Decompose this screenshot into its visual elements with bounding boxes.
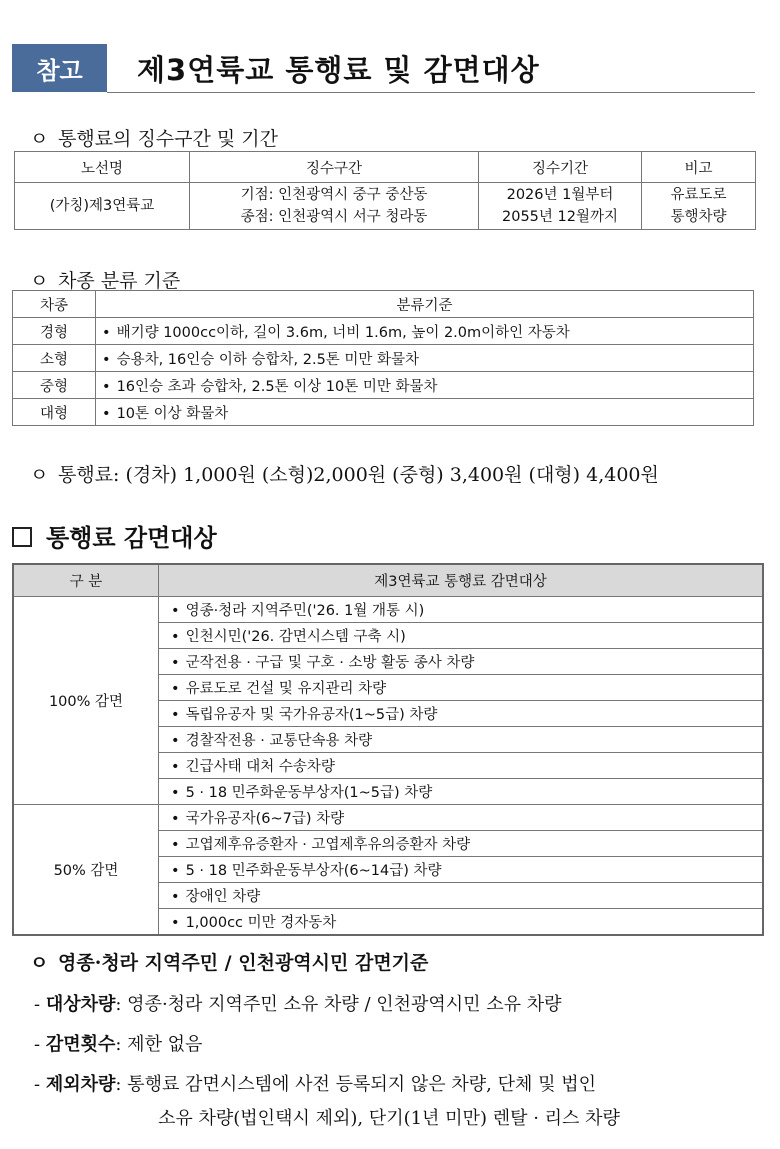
table-header-row [13,291,754,318]
note-line: 통행차량 [670,209,727,225]
column-header: 차종 [13,291,96,318]
discount-item [159,883,764,909]
section-title: 차종 분류 기준 [58,270,181,292]
section-toll-fees [30,460,659,487]
discount-item [159,701,764,727]
discount-item [159,779,764,805]
discount-item [159,727,764,753]
bullet-dot-icon: • [171,837,180,853]
table-header-row [15,152,756,183]
title-divider [107,92,755,93]
square-bullet-icon [12,527,32,547]
vehicle-type: 대형 [13,399,96,426]
item-text: 독립유공자 및 국가유공자(1~5급) 차량 [185,707,438,723]
bullet-dot-icon: • [171,889,180,905]
criteria-text: 10톤 이상 화물차 [116,405,229,422]
table-row [15,183,756,230]
bullet-dot-icon: • [102,351,111,368]
bullet-dot-icon: • [171,915,180,931]
discount-heading [12,518,217,553]
discount-table [12,563,764,936]
discount-item [159,649,764,675]
dash-icon: - [34,1074,41,1095]
circle-bullet-icon: ㅇ [30,464,49,486]
discount-item [159,675,764,701]
column-header: 징수기간 [479,152,642,183]
criteria-target [34,990,562,1016]
criteria-text: 배기량 1000cc이하, 길이 3.6m, 너비 1.6m, 높이 2.0m이하인 자동차 [116,324,570,341]
vehicle-type: 경형 [13,318,96,345]
heading-text: 통행료 감면대상 [46,524,217,552]
section-start: 기점: 인천광역시 중구 중산동 [240,187,428,203]
bullet-dot-icon: • [171,681,180,697]
item-text: 유료도로 건설 및 유지관리 차량 [185,681,387,697]
circle-bullet-icon: ㅇ [30,128,49,150]
bullet-dot-icon: • [171,785,180,801]
section-end: 종점: 인천광역시 서구 청라동 [240,209,428,225]
column-header: 구 분 [13,564,159,597]
dash-icon: - [34,1034,41,1055]
item-text: 5 · 18 민주화운동부상자(1~5급) 차량 [185,785,433,801]
circle-bullet-icon: ㅇ [30,952,49,974]
section-title: 통행료의 징수구간 및 기간 [58,128,279,150]
item-text: 장애인 차량 [185,889,261,905]
discount-item [159,857,764,883]
toll-fee-text: 통행료: (경차) 1,000원 (소형)2,000원 (중형) 3,400원 (대형) 4,400원 [58,464,659,486]
vehicle-criteria [96,399,754,426]
vehicle-type: 소형 [13,345,96,372]
criteria-excluded [34,1070,596,1096]
period-from: 2026년 1월부터 [506,187,614,203]
discount-item [159,909,764,936]
table-row [13,372,754,399]
bullet-dot-icon: • [171,707,180,723]
table-row [13,805,763,831]
vehicle-criteria [96,372,754,399]
document-header [12,44,755,94]
item-text: 경찰작전용 · 교통단속용 차량 [185,733,373,749]
table-row [13,318,754,345]
toll-section [190,183,479,230]
table-header-row [13,564,763,597]
route-name: (가칭)제3연륙교 [15,183,190,230]
table-row [13,399,754,426]
criteria-label: 감면횟수 [45,1034,116,1055]
bullet-dot-icon: • [102,324,111,341]
item-text: 군작전용 · 구급 및 구호 · 소방 활동 종사 차량 [185,655,475,671]
column-header: 노선명 [15,152,190,183]
circle-bullet-icon: ㅇ [30,270,49,292]
table-row [13,345,754,372]
item-text: 긴급사태 대처 수송차량 [185,759,335,775]
criteria-count [34,1030,202,1056]
column-header: 징수구간 [190,152,479,183]
discount-item [159,597,764,623]
section-resident-criteria [30,948,428,975]
bullet-dot-icon: • [171,811,180,827]
vehicle-criteria [96,318,754,345]
period-to: 2055년 12월까지 [502,209,618,225]
item-text: 영종·청라 지역주민('26. 1월 개통 시) [185,603,425,619]
bullet-dot-icon: • [102,378,111,395]
bullet-dot-icon: • [102,405,111,422]
toll-period-table [14,151,756,230]
vehicle-class-table [12,290,754,426]
discount-item [159,623,764,649]
document-title: 제3연륙교 통행료 및 감면대상 [137,53,540,87]
table-row [13,597,763,623]
criteria-text: 승용차, 16인승 이하 승합차, 2.5톤 미만 화물차 [116,351,420,368]
section-title: 영종·청라 지역주민 / 인천광역시민 감면기준 [58,952,429,974]
criteria-text: : 영종·청라 지역주민 소유 차량 / 인천광역시민 소유 차량 [115,994,562,1015]
item-text: 5 · 18 민주화운동부상자(6~14급) 차량 [185,863,442,879]
item-text: 인천시민('26. 감면시스템 구축 시) [185,629,406,645]
discount-item [159,805,764,831]
bullet-dot-icon: • [171,863,180,879]
bullet-dot-icon: • [171,603,180,619]
item-text: 1,000cc 미만 경자동차 [185,915,337,931]
criteria-label: 대상차량 [45,994,116,1015]
note-line: 유료도로 [670,187,727,203]
bullet-dot-icon: • [171,759,180,775]
dash-icon: - [34,994,41,1015]
item-text: 국가유공자(6~7급) 차량 [185,811,345,827]
vehicle-criteria [96,345,754,372]
toll-note [642,183,756,230]
discount-item [159,831,764,857]
column-header: 비고 [642,152,756,183]
discount-group-100: 100% 감면 [13,597,159,805]
toll-period [479,183,642,230]
discount-group-50: 50% 감면 [13,805,159,936]
criteria-text: 16인승 초과 승합차, 2.5톤 이상 10톤 미만 화물차 [116,378,438,395]
criteria-text: : 제한 없음 [115,1034,203,1055]
criteria-label: 제외차량 [45,1074,116,1095]
section-vehicle-class [30,266,180,293]
bullet-dot-icon: • [171,733,180,749]
vehicle-type: 중형 [13,372,96,399]
item-text: 고엽제후유증환자 · 고엽제후유의증환자 차량 [185,837,471,853]
bullet-dot-icon: • [171,655,180,671]
reference-badge: 참고 [12,44,107,92]
bullet-dot-icon: • [171,629,180,645]
criteria-text: : 통행료 감면시스템에 사전 등록되지 않은 차량, 단체 및 법인 [115,1074,596,1095]
criteria-excluded-continued: 소유 차량(법인택시 제외), 단기(1년 미만) 렌탈 · 리스 차량 [158,1108,620,1129]
column-header: 분류기준 [96,291,754,318]
column-header: 제3연륙교 통행료 감면대상 [159,564,764,597]
section-toll-period [30,124,278,151]
discount-item [159,753,764,779]
